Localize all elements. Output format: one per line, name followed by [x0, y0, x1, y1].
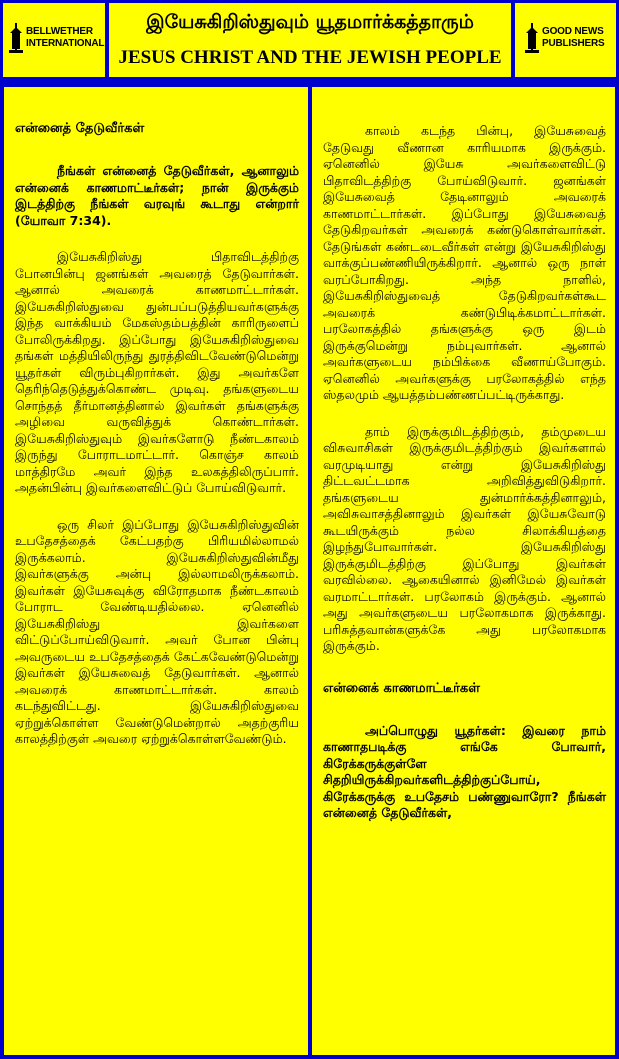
good-news-logo-text: GOOD NEWS PUBLISHERS — [542, 26, 605, 49]
right-paragraph-1: காலம் கடந்த பின்பு, இயேசுவைத் தேடுவது வீணான காரியமாக இருக்கும். ஏனெனில் இயேசு அவர்களைவிட்டு பிதாவிடத்திற்கு போய்விடுவார். ஜனங்கள் இயேசுவைத் தேடினாலும் அவரைக் காணமாட்டார்கள். இப்போது இயேசுவைத் தேடுகிறவர்கள் அவரைக் கண்டுகொள்வார்கள். தேடுங்கள் கண்டடைவீர்கள் என்று இயேசுகிறிஸ்து வாக்குப்பண்ணியிருக்கிறார். ஆனால் ஒரு நாள் வரப்போகிறது. அந்த நாளில், இயேசுகிறிஸ்துவைத் தேடுகிறவர்கள்கூட அவரைக் கண்டுபிடிக்கமாட்டார்கள். பரலோகத்தில் தங்களுக்கு ஒரு இடம் இருக்குமென்று நம்புவார்கள். ஆனால் அவர்களுடைய நம்பிக்கை வீணாய்போகும். ஏனெனில் அவர்களுக்கு பரலோகத்தில் எந்த ஸ்தலமும் ஆயத்தம்பண்ணப்பட்டிருக்காது. — [323, 123, 606, 402]
header-left-logo-box — [0, 0, 108, 80]
header-title-box — [106, 0, 514, 80]
left-heading: என்னைத் தேடுவீர்கள் — [15, 121, 145, 136]
left-paragraph-2: ஒரு சிலர் இப்போது இயேசுகிறிஸ்துவின் உபதேசத்தைக் கேட்பதற்கு பிரியமில்லாமல் இருக்கலாம். இயேசுகிறிஸ்துவின்மீது இவர்களுக்கு அன்பு இல்லாமலிருக்கலாம். இவர்கள் இயேசுவுக்கு விரோதமாக நீண்டகாலம் போராட வேண்டியதில்லை. ஏனெனில் இயேசுகிறிஸ்து இவர்களை விட்டுப்போய்விடுவார். அவர் போன பின்பு அவருடைய உபதேசத்தைக் கேட்கவேண்டுமென்று இவர்கள் இயேசுவைத் தேடுவார்கள். ஆனால் அவரைக் காணமாட்டார்கள். காலம் கடந்துவிட்டது. இயேசுகிறிஸ்துவை ஏற்றுக்கொள்ள வேண்டுமென்றால் அதற்குரிய காலத்திற்குள் அவரை ஏற்றுக்கொள்ளவேண்டும். — [15, 516, 299, 746]
left-scripture-quote: நீங்கள் என்னைத் தேடுவீர்கள், ஆனாலும் என்னைக் காணமாட்டீர்கள்; நான் இருக்கும் இடத்திற்கு நீங்கள் வரவுங் கூடாது என்றார் (யோவா 7:34). — [15, 163, 299, 228]
right-column — [308, 84, 619, 1059]
header-right-logo-box — [512, 0, 619, 80]
left-column — [0, 84, 312, 1059]
title-english: JESUS CHRIST AND THE JEWISH PEOPLE — [118, 47, 502, 68]
bellwether-logo — [9, 23, 105, 53]
right-scripture-quote: அப்பொழுது யூதர்கள்: இவரை நாம் காணாதபடிக்கு எங்கே போவார், கிரேக்கருக்குள்ளே சிதறியிருக்கிறவர்களிடத்திற்குப்போய், கிரேக்கருக்கு உபதேசம் பண்ணுவாரோ? நீங்கள் என்னைத் தேடுவீர்கள், — [323, 722, 606, 820]
bellwether-logo-text: BELLWETHER INTERNATIONAL — [26, 26, 105, 49]
good-news-logo — [525, 23, 604, 53]
right-paragraph-2: தாம் இருக்குமிடத்திற்கும், தம்முடைய விசுவாசிகள் இருக்குமிடத்திற்கும் இவர்களால் வரமுடியாது என்று இயேசுகிறிஸ்து திட்டவட்டமாக அறிவித்துவிடுகிறார். தங்களுடைய துன்மார்க்கத்தினாலும், அவிசுவாசத்தினாலும் இவர்கள் இயேசுவோடு கூடயிருக்கும் நல்ல சிலாக்கியத்தை இழந்துபோவார்கள். இயேசுகிறிஸ்து இருக்குமிடத்திற்கு இப்போது இவர்கள் வரவில்லை. ஆகையினால் இனிமேல் இவர்கள் வரமாட்டார்கள். பரலோகம் இருக்கும். ஆனால் அது அவர்களுடைய பரலோகமாக இருக்காது. பரிசுத்தவான்களுக்கே அது பரலோகமாக இருக்கும். — [323, 423, 606, 653]
title-tamil: இயேசுகிறிஸ்துவும் யூதமார்க்கத்தாரும் — [146, 11, 474, 33]
left-paragraph-1: இயேசுகிறிஸ்து பிதாவிடத்திற்கு போனபின்பு ஜனங்கள் அவரைத் தேடுவார்கள். ஆனால் அவரைக் காணமாட்டார்கள். இயேசுகிறிஸ்துவை துன்பப்படுத்தியவர்களுக்கு இந்த வாக்கியம் மேகஸ்தம்பத்தின் காரிருளைப் போலிருக்கிறது. இப்போது இயேசுகிறிஸ்துவை தங்கள் மத்தியிலிருந்து துரத்திவிடவேண்டுமென்று யூதர்கள் விரும்புகிறார்கள். இது அவர்களே தெரிந்தெடுத்துக்கொண்ட முடிவு. தங்களுடைய சொந்தத் தீர்மானத்தினால் இவர்கள் தங்களுக்கு அழிவை வருவித்துக் கொண்டார்கள். இயேசுகிறிஸ்துவும் இவர்களோடு நீண்டகாலம் இருந்து போராடமாட்டார். கொஞ்ச காலம் மாத்திரமே அவர் இந்த உலகத்திலிருப்பார். அதன்பின்பு இவர்களைவிட்டுப் போய்விடுவார். — [15, 249, 299, 495]
good-news-logo-icon — [525, 23, 539, 53]
bellwether-logo-icon — [9, 23, 23, 53]
right-heading: என்னைக் காணமாட்டீர்கள் — [323, 680, 480, 696]
